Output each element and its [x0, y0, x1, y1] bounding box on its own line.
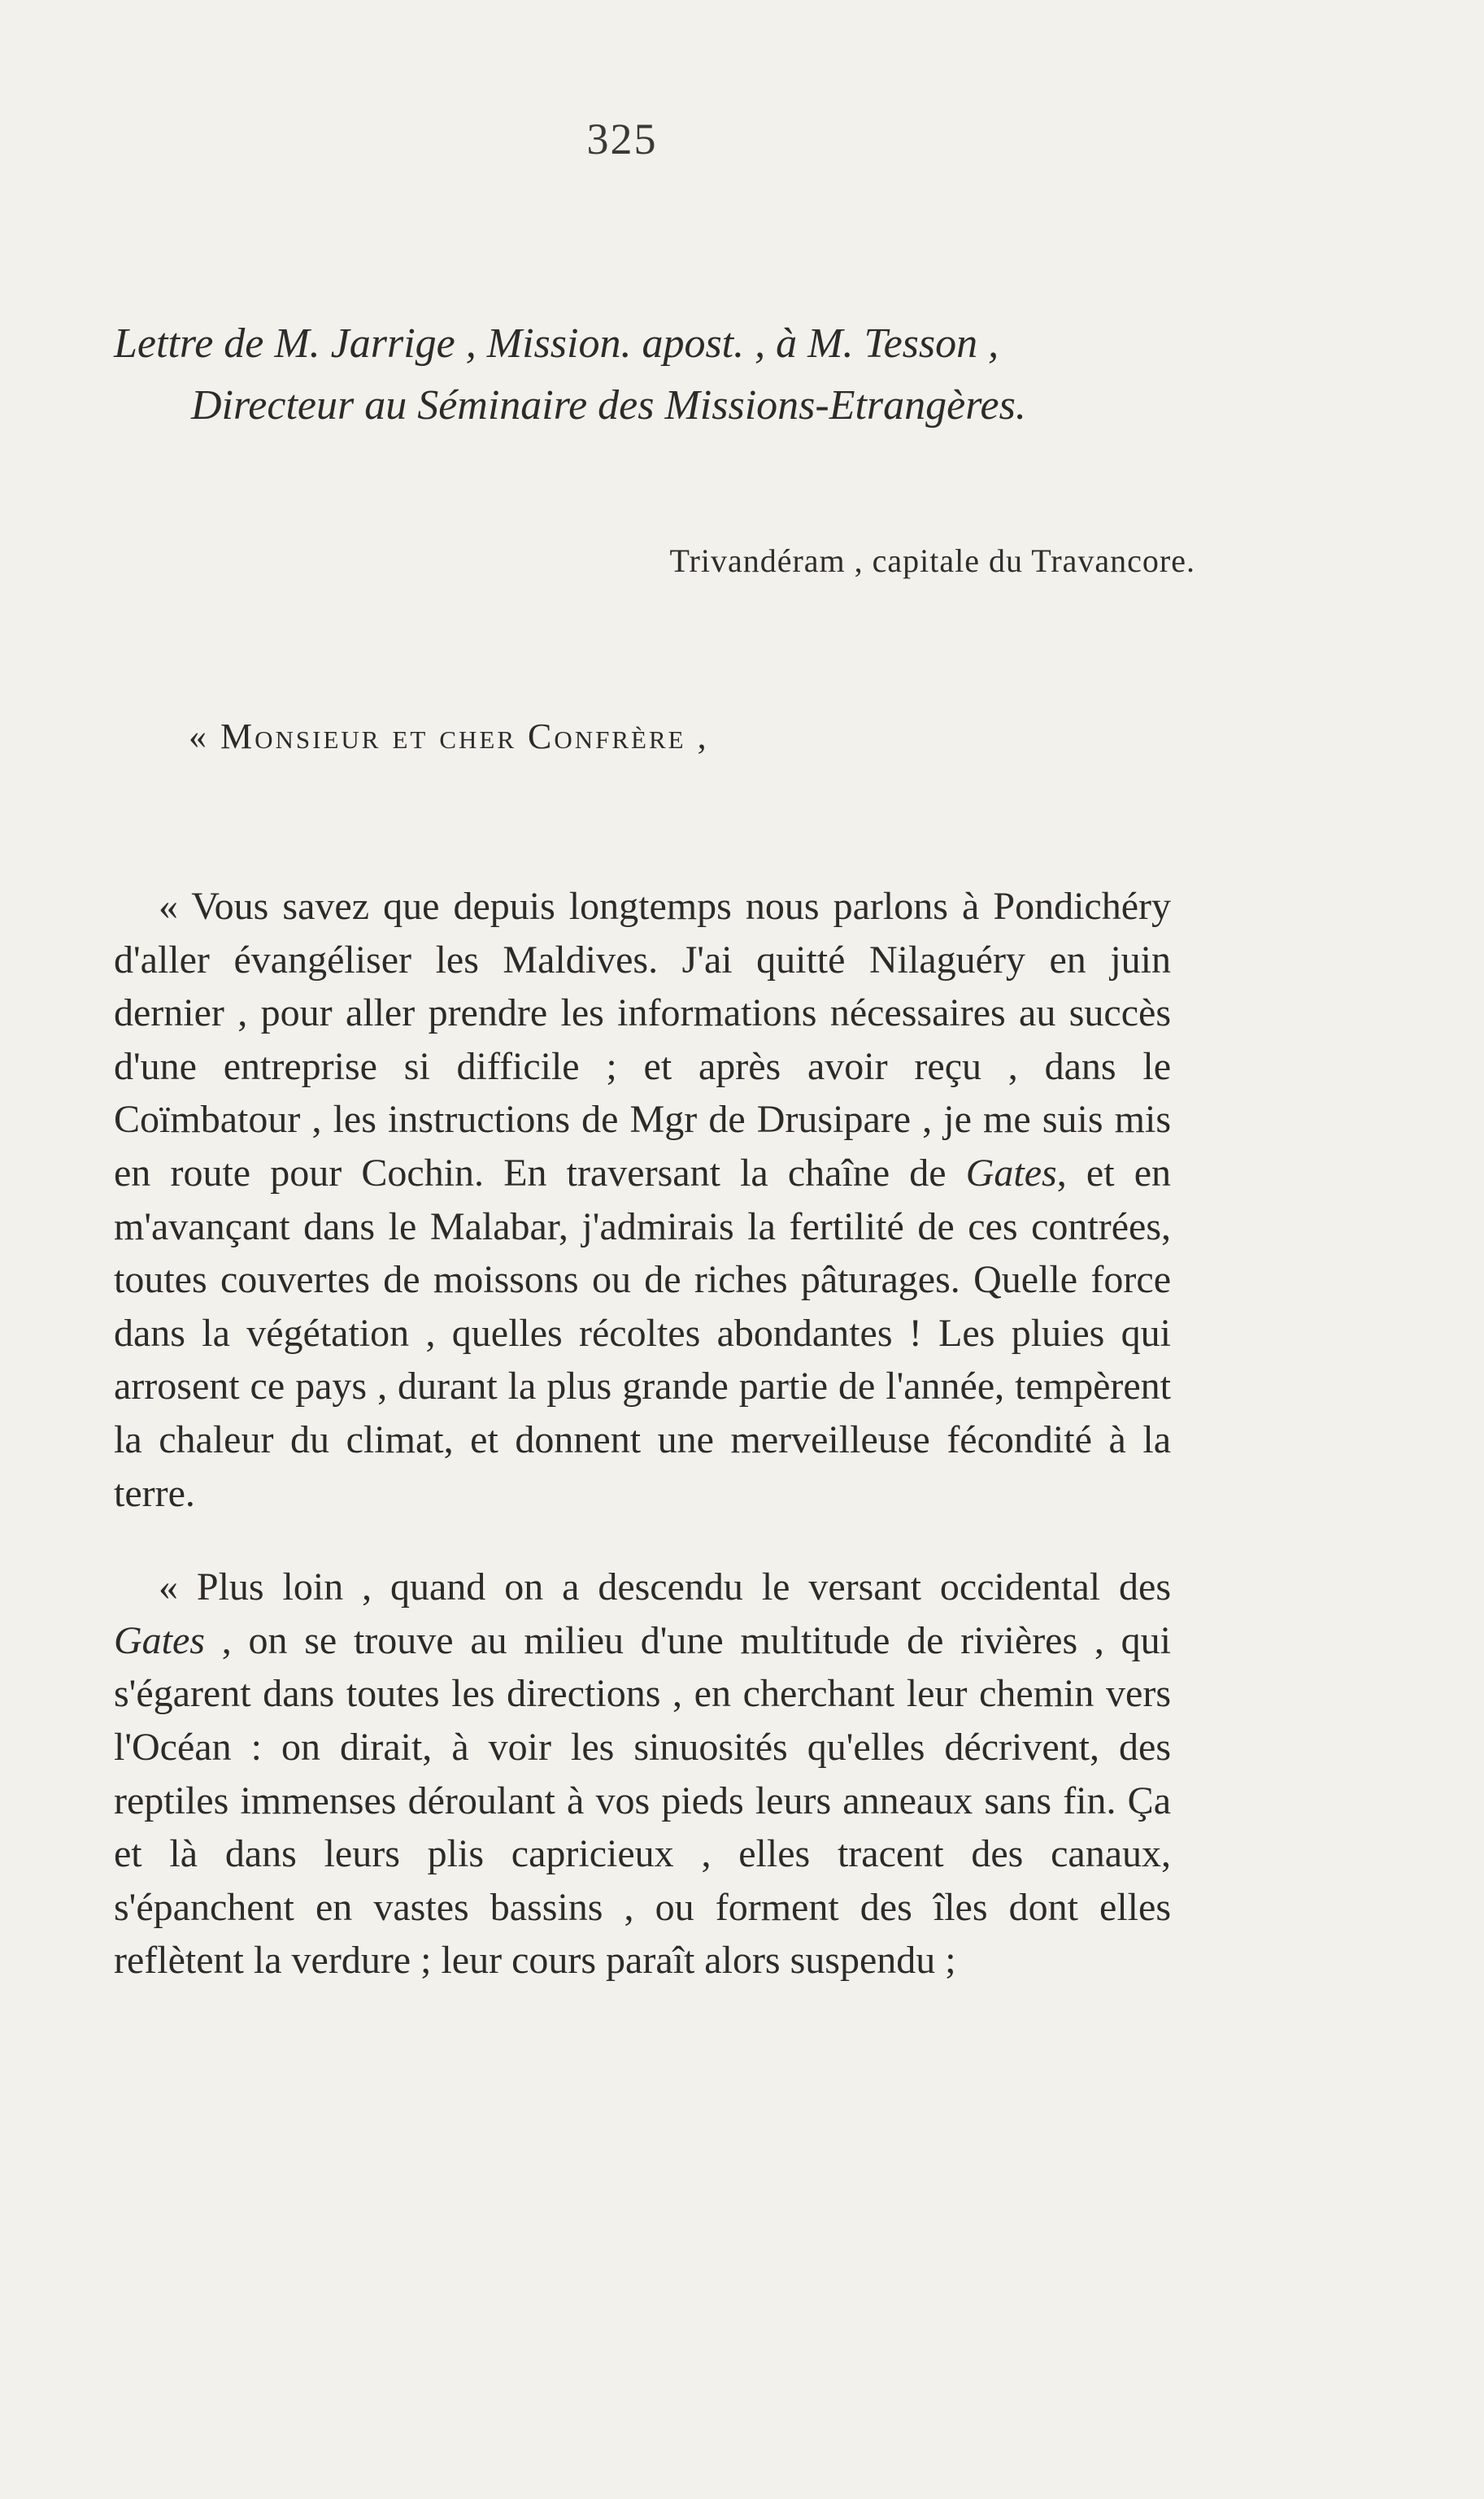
paragraph-1 — [114, 880, 1171, 1520]
salutation: « Monsieur et cher Confrère , — [189, 716, 709, 756]
page-number: 325 — [586, 115, 658, 163]
paragraph-1-emphasis: Gates — [965, 1151, 1057, 1195]
letter-title — [114, 313, 1195, 437]
dateline: Trivandéram , capitale du Travancore. — [669, 542, 1195, 579]
letter-body — [114, 880, 1171, 1987]
paragraph-1-part-a: « Vous savez que depuis longtemps nous parlons à Pondichéry d'aller évangéliser les Maldives. J'ai quitté Nilaguéry en juin dernier , pour aller prendre les informations nécessaires au succès d'une entreprise si difficile ; et après avoir reçu , dans le Coïmbatour , les instructions de Mgr de Drusipare , je me suis mis en route pour Cochin. En traversant la chaîne de — [114, 885, 1171, 1195]
paragraph-2 — [114, 1561, 1171, 1987]
paragraph-2-emphasis: Gates — [114, 1618, 205, 1662]
paragraph-2-part-a: « Plus loin , quand on a descendu le versant occidental des — [159, 1565, 1171, 1609]
letter-title-line-2: Directeur au Séminaire des Missions-Etrangères. — [191, 382, 1026, 429]
paragraph-2-part-b: , on se trouve au milieu d'une multitude de rivières , qui s'égarent dans toutes les directions , en cherchant leur chemin vers l'Océan : on dirait, à voir les sinuosités qu'elles décrivent, des reptiles immenses déroulant à vos pieds leurs anneaux sans fin. Ça et là dans leurs plis capricieux , elles tracent des canaux, s'épanchent en vastes bassins , ou forment des îles dont elles reflètent la verdure ; leur cours paraît alors suspendu ; — [114, 1618, 1171, 1983]
paragraph-1-part-b: , et en m'avançant dans le Malabar, j'admirais la fertilité de ces contrées, toutes couvertes de moissons ou de riches pâturages. Quelle force dans la végétation , quelles récoltes abondantes ! Les pluies qui arrosent ce pays , durant la plus grande partie de l'année, tempèrent la chaleur du climat, et donnent une merveilleuse fécondité à la terre. — [114, 1151, 1171, 1515]
letter-title-line-1: Lettre de M. Jarrige , Mission. apost. , à M. Tesson , — [114, 320, 999, 367]
